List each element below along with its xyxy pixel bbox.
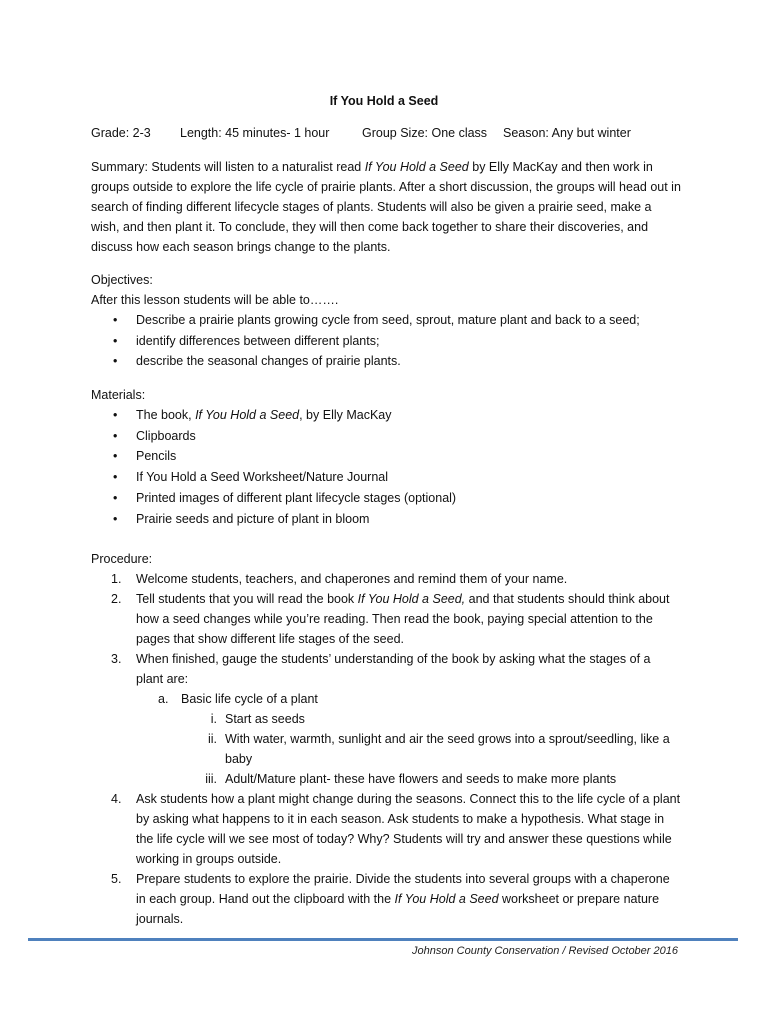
list-item: • describe the seasonal changes of prairie plants. [91, 351, 681, 372]
document-title: If You Hold a Seed [329, 94, 439, 108]
substep-text: Adult/Mature plant- these have flowers and seeds to make more plants [225, 772, 617, 786]
step-text: Welcome students, teachers, and chaperones and remind them of your name. [136, 572, 568, 586]
step-text-prefix: Prepare students to explore the prairie. Divide the students into several groups with a chaperone in each group. Hand out the clipboard with the [136, 872, 670, 906]
objectives-intro: After this lesson students will be able to……. [91, 293, 339, 307]
procedure-section [91, 549, 681, 929]
step-number: 1. [111, 572, 122, 586]
list-item [91, 405, 681, 426]
step-number: 4. [111, 792, 122, 806]
list-item: • Pencils [91, 446, 681, 467]
footer-text: Johnson County Conservation / Revised October 2016 [412, 945, 678, 957]
summary-prefix: Summary: Students will listen to a naturalist read [91, 160, 365, 174]
substep-roman: iii. [205, 772, 217, 786]
procedure-substep-a [91, 689, 681, 709]
substep-roman: ii. [207, 732, 217, 746]
procedure-substep-iii [91, 769, 681, 789]
list-item: • Printed images of different plant lifecycle stages (optional) [91, 488, 681, 509]
step-book-title: If You Hold a Seed, [357, 592, 466, 606]
substep-text: Basic life cycle of a plant [181, 692, 318, 706]
footer-rule [28, 938, 738, 941]
procedure-heading: Procedure: [91, 552, 153, 566]
substep-text: Start as seeds [225, 712, 305, 726]
step-text-suffix: and that students should think about how a seed changes while you’re reading. Then read the book, paying special attention to the pages that show different life stages of the seed. [136, 592, 670, 646]
substep-text: With water, warmth, sunlight and air the seed grows into a sprout/seedling, like a baby [225, 732, 670, 766]
materials-book-title: If You Hold a Seed [195, 408, 300, 422]
objectives-heading: Objectives: [91, 273, 153, 287]
step-number: 3. [111, 652, 122, 666]
procedure-substep-i [91, 709, 681, 729]
list-item: • identify differences between different plants; [91, 331, 681, 352]
list-item: • Prairie seeds and picture of plant in bloom [91, 509, 681, 530]
step-number: 5. [111, 872, 122, 886]
materials-book-suffix: , by Elly MacKay [299, 408, 392, 422]
procedure-step-5 [91, 869, 681, 929]
group-size-label: Group Size: One class [362, 126, 488, 140]
summary-suffix: by Elly MacKay and then work in groups outside to explore the life cycle of prairie plants. After a short discussion, the groups will head out in search of finding different lifecycle stages of plants. Students will also be given a prairie seed, make a wish, and then plant it. To conclude, they will then come back together to share their discoveries, and discuss how each season brings change to the plants. [91, 160, 681, 254]
materials-heading: Materials: [91, 388, 146, 402]
step-text-prefix: Tell students that you will read the book [136, 592, 358, 606]
grade-label: Grade: 2-3 [91, 126, 151, 140]
step-text: When finished, gauge the students’ understanding of the book by asking what the stages of a plant are: [136, 652, 651, 686]
list-item: • Describe a prairie plants growing cycle from seed, sprout, mature plant and back to a seed; [91, 310, 681, 331]
materials-section [91, 385, 681, 529]
procedure-step-1 [91, 569, 681, 589]
procedure-step-2 [91, 589, 681, 649]
step-text-suffix: worksheet or prepare nature journals. [136, 892, 660, 926]
substep-roman: i. [210, 712, 217, 726]
procedure-step-3 [91, 649, 681, 689]
step-text: Ask students how a plant might change during the seasons. Connect this to the life cycle of a plant by asking what happens to it in each season. Ask students to make a hypothesis. What stage in the life cycle will we see most of today? Why? Students will try and answer these questions while working in groups outside. [136, 792, 681, 866]
procedure-step-4 [91, 789, 681, 869]
summary-paragraph [91, 157, 681, 257]
list-item: • If You Hold a Seed Worksheet/Nature Journal [91, 467, 681, 488]
summary-book-title: If You Hold a Seed [364, 160, 469, 174]
list-item: • Clipboards [91, 426, 681, 447]
length-label: Length: 45 minutes- 1 hour [180, 126, 330, 140]
step-number: 2. [111, 592, 122, 606]
procedure-substep-ii [91, 729, 681, 769]
step-book-title: If You Hold a Seed [394, 892, 499, 906]
substep-letter: a. [158, 692, 169, 706]
season-label: Season: Any but winter [503, 126, 631, 140]
materials-list [91, 405, 681, 529]
objectives-section [91, 270, 681, 372]
objectives-list [91, 310, 681, 372]
materials-book-prefix: The book, [136, 408, 196, 422]
procedure-list [91, 569, 681, 929]
